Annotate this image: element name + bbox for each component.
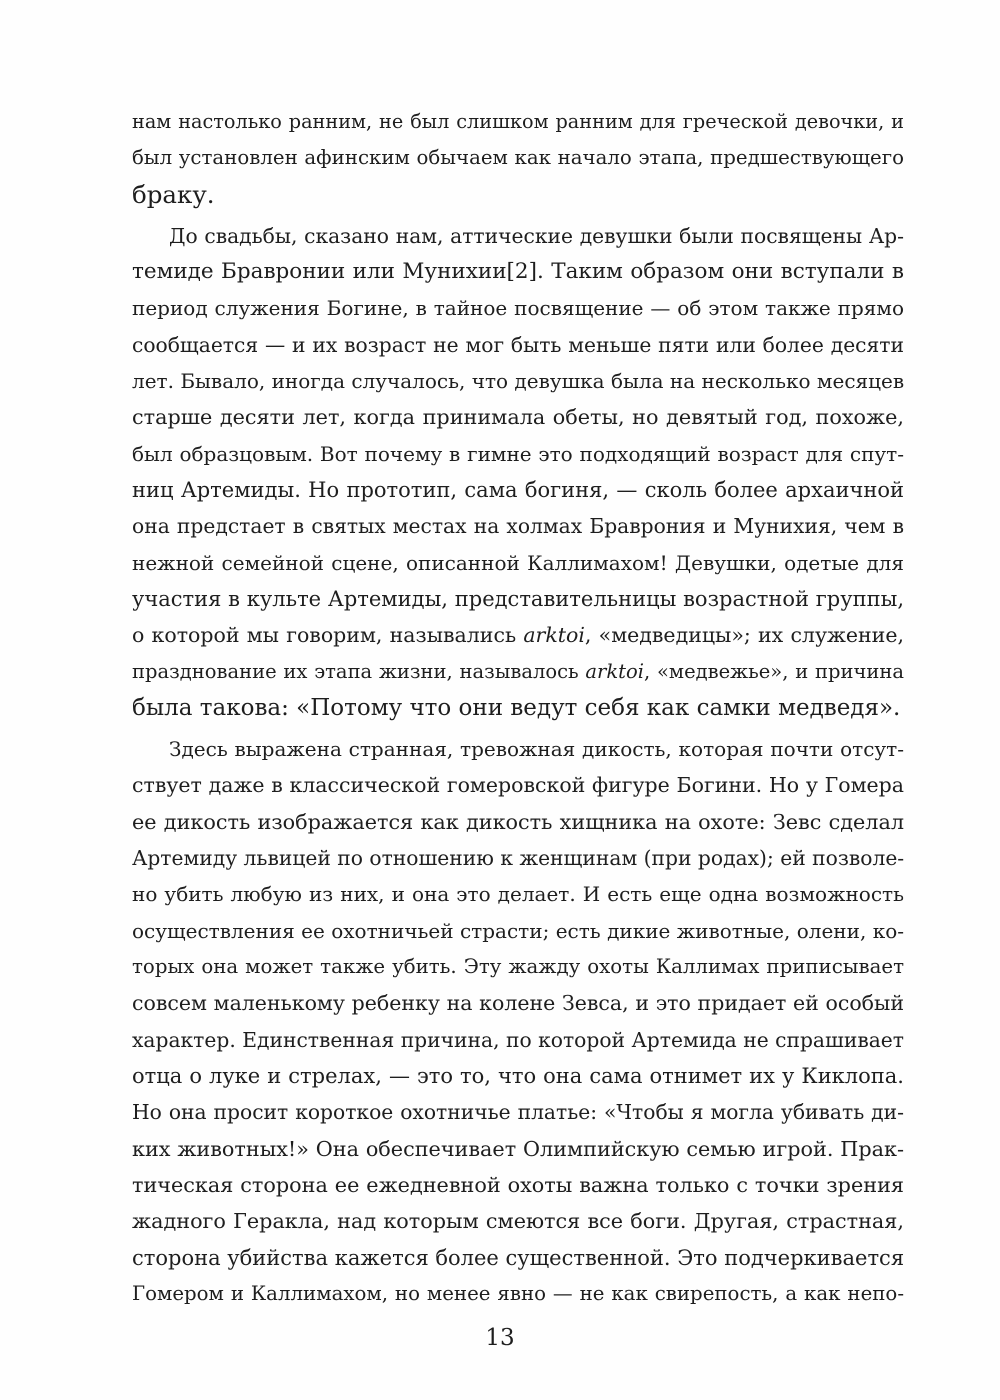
text-line: ее дикость изображается как дикость хищника на охоте: Зевс сделал — [132, 809, 904, 834]
text-line: характер. Единственная причина, по которой Артемида не спрашивает — [132, 1027, 904, 1052]
text-line: тическая сторона ее ежедневной охоты важна только с точки зрения — [132, 1172, 904, 1197]
text-line: Но она просит короткое охотничье платье: «Чтобы я могла убивать ди- — [132, 1100, 904, 1125]
text-line: участия в культе Артемиды, представительницы возрастной группы, — [132, 586, 904, 611]
body-text — [132, 104, 904, 1312]
text-line: Артемиду львицей по отношению к женщинам (при родах); ей позволе- — [132, 845, 904, 870]
paragraph-first-line: Здесь выражена странная, тревожная дикость, которая почти отсут- — [169, 736, 904, 761]
text-line: но убить любую из них, и она это делает. И есть еще одна возможность — [132, 882, 904, 907]
text-line: сообщается — и их возраст не мог быть меньше пяти или более десяти — [132, 332, 904, 357]
text-line: Гомером и Каллимахом, но менее явно — не как свирепость, а как непо- — [132, 1282, 904, 1305]
text-line: браку. — [132, 179, 215, 209]
text-line: была такова: «Потому что они ведут себя как самки медведя». — [132, 695, 901, 721]
text-line: торых она может также убить. Эту жажду охоты Каллимах приписывает — [132, 954, 904, 978]
page-number: 13 — [485, 1325, 515, 1351]
text-line: жадного Геракла, над которым смеются все боги. Другая, страстная, — [132, 1209, 904, 1234]
text-line: был образцовым. Вот почему в гимне это подходящий возраст для спут- — [132, 441, 904, 466]
text-line: темиде Бравронии или Мунихии[2]. Таким образом они вступали в — [132, 258, 904, 284]
text-line: был установлен афинским обычаем как начало этапа, предшествующего — [132, 146, 904, 170]
paragraph-first-line: До свадьбы, сказано нам, аттические девушки были посвящены Ар- — [169, 223, 904, 248]
text-line: совсем маленькому ребенку на колене Зевса, и это придает ей особый — [132, 991, 904, 1016]
text-line: нам настолько ранним, не был слишком ранним для греческой девочки, и — [132, 110, 904, 133]
text-line: ких животных!» Она обеспечивает Олимпийскую семью игрой. Прак- — [132, 1136, 904, 1161]
italic-term: arktoi — [523, 623, 585, 648]
text-line: период служения Богине, в тайное посвящение — об этом также прямо — [132, 296, 904, 321]
text-line: она предстает в святых местах на холмах Браврония и Мунихия, чем в — [132, 514, 904, 539]
text-line: лет. Бывало, иногда случалось, что девушка была на несколько месяцев — [132, 368, 904, 393]
text-line: осуществления ее охотничьей страсти; есть дикие животные, олени, ко- — [132, 918, 904, 943]
text-line: отца о луке и стрелах, — это то, что она сама отнимет их у Киклопа. — [132, 1063, 904, 1088]
text-line: ствует даже в классической гомеровской фигуре Богини. Но у Гомера — [132, 773, 904, 798]
text-line: о которой мы говорим, назывались arktoi, «медведицы»; их служение, — [132, 623, 904, 648]
italic-term: arktoi — [585, 659, 644, 683]
text-line: нежной семейной сцене, описанной Каллимахом! Девушки, одетые для — [132, 550, 904, 575]
text-line: сторона убийства кажется более существенной. Это подчеркивается — [132, 1245, 904, 1270]
text-line: празднование их этапа жизни, называлось arktoi, «медвежье», и причина — [132, 659, 904, 683]
text-line: ниц Артемиды. Но прототип, сама богиня, — сколь более архаичной — [132, 477, 904, 502]
text-line: старше десяти лет, когда принимала обеты, но девятый год, похоже, — [132, 405, 904, 430]
